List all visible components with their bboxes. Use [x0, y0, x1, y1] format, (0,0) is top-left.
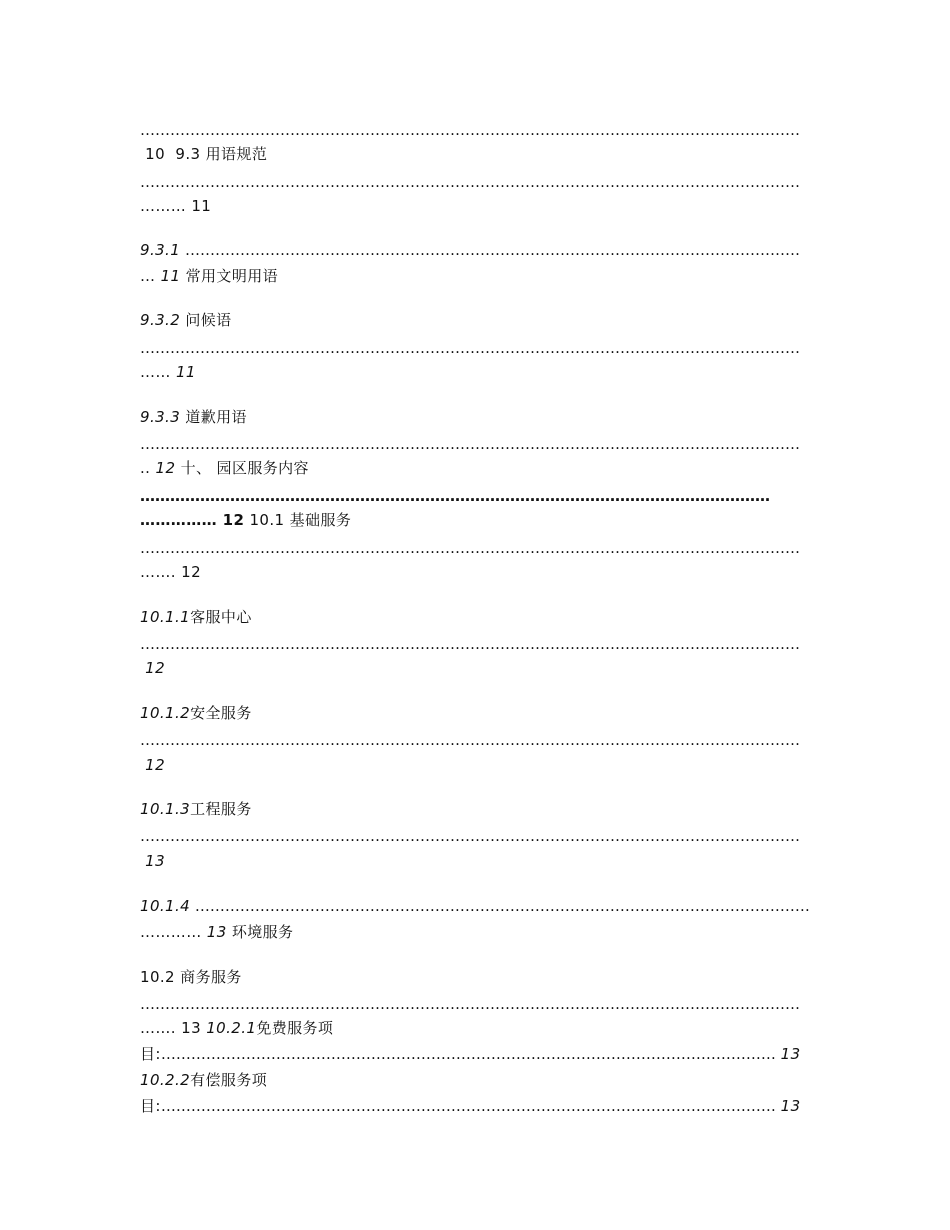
toc-entry-10-1-2[interactable]: 10.1.2安全服务	[140, 704, 252, 722]
toc-page-number[interactable]: 12	[140, 756, 166, 774]
toc-leader-line: ……………………………………………………………………………………………………………………	[140, 995, 800, 1013]
toc-leader-line: ……………………………………………………………………………………………………………………	[140, 731, 800, 749]
toc-leader-line: ……………………………………………………………………………………………………………………	[140, 435, 800, 453]
toc-leader-line-bold: ………………………………………………………………………………………………………………	[140, 487, 770, 505]
toc-entry-9-3[interactable]: 10 9.3 用语规范	[140, 145, 268, 163]
toc-entry-10-1-3[interactable]: 10.1.3工程服务	[140, 800, 252, 818]
toc-entry-9-3-1[interactable]: 9.3.1 ……………………………………………………………………………………………………………	[140, 241, 800, 259]
toc-entry-10-2-1-cont[interactable]: 目:…………………………………………………………………………………………………………… 13	[140, 1045, 801, 1063]
toc-entry-10-2-2[interactable]: 10.2.2有偿服务项	[140, 1071, 268, 1089]
toc-entry-10-1-1[interactable]: 10.1.1客服中心	[140, 608, 252, 626]
toc-page-number[interactable]: 13	[140, 852, 166, 870]
toc-leader-line: ……………………………………………………………………………………………………………………	[140, 121, 800, 139]
toc-entry-9-3-3[interactable]: 9.3.3 道歉用语	[140, 408, 247, 426]
toc-page-number[interactable]: 12	[140, 659, 166, 677]
toc-leader-line: ……………………………………………………………………………………………………………………	[140, 827, 800, 845]
toc-entry-10-1-4[interactable]: 10.1.4 ……………………………………………………………………………………………………………	[140, 897, 810, 915]
toc-entry-10-2[interactable]: 10.2 商务服务	[140, 968, 242, 986]
toc-leader-line: ……………………………………………………………………………………………………………………	[140, 539, 800, 557]
toc-leader-line: ……………………………………………………………………………………………………………………	[140, 173, 800, 191]
toc-page-number[interactable]: ……. 12	[140, 563, 202, 581]
toc-page-number[interactable]: …… 11	[140, 363, 196, 381]
toc-entry-10-2-1[interactable]: ……. 13 10.2.1免费服务项	[140, 1019, 334, 1037]
toc-page-number[interactable]: ……… 11	[140, 197, 212, 215]
toc-entry-chapter-10[interactable]: .. 12 十、 园区服务内容	[140, 459, 309, 477]
toc-entry-10-1[interactable]: …………… 12 10.1 基础服务	[140, 511, 352, 529]
toc-entry-10-1-4-cont[interactable]: ………… 13 环境服务	[140, 923, 294, 941]
toc-entry-9-3-1-cont[interactable]: … 11 常用文明用语	[140, 267, 279, 285]
toc-entry-10-2-2-cont[interactable]: 目:…………………………………………………………………………………………………………… 13	[140, 1097, 801, 1115]
toc-leader-line: ……………………………………………………………………………………………………………………	[140, 339, 800, 357]
toc-entry-9-3-2[interactable]: 9.3.2 问候语	[140, 311, 232, 329]
toc-leader-line: ……………………………………………………………………………………………………………………	[140, 635, 800, 653]
